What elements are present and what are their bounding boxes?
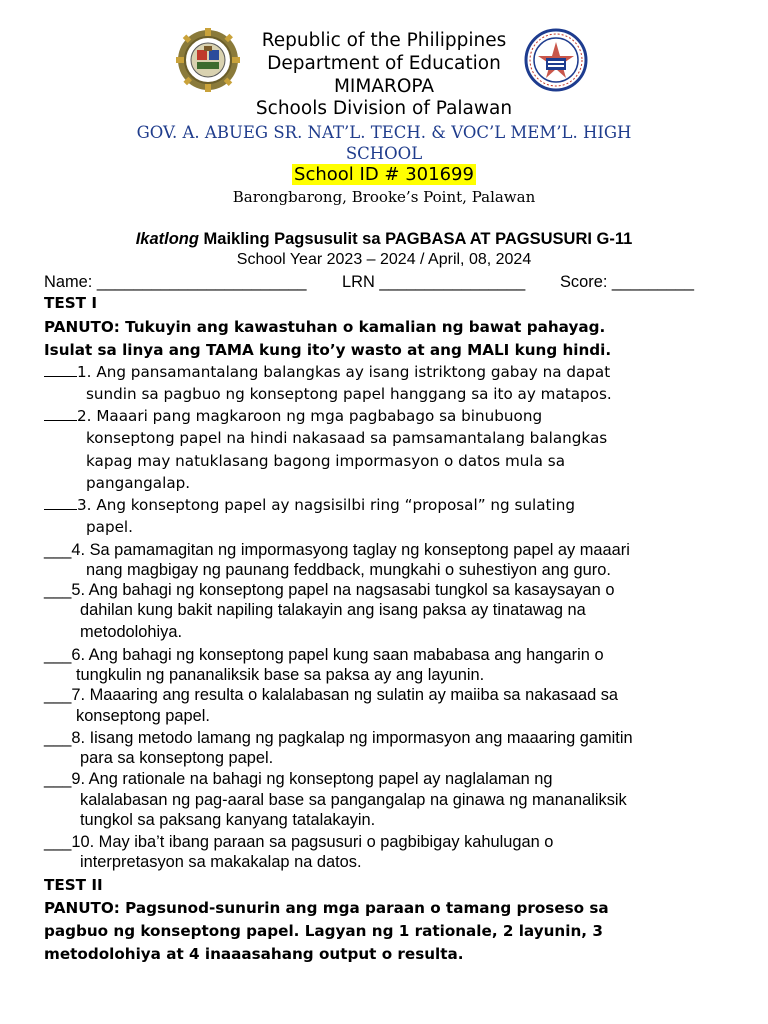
name-field-label: Name: _______________________ <box>44 273 307 291</box>
test1-item-7-cont: konseptong papel. <box>76 707 210 725</box>
test1-item-4: ___4. Sa pamamagitan ng impormasyong taglay ng konseptong papel ay maaari <box>44 541 630 559</box>
test1-item-9-cont: tungkol sa paksang kanyang tatalakayin. <box>80 811 376 829</box>
test1-panuto-line2: Isulat sa linya ang TAMA kung ito’y wasto at ang MALI kung hindi. <box>44 341 612 359</box>
test2-panuto-line3: metodolohiya at 4 inaaasahang output o resulta. <box>44 945 464 963</box>
test1-item-7: ___7. Maaaring ang resulta o kalalabasan ng sulatin ay maiiba sa nakasaad sa <box>44 686 619 704</box>
test1-item-8-cont: para sa konseptong papel. <box>80 749 274 767</box>
school-name-line2: SCHOOL <box>345 144 423 163</box>
exam-title <box>0 229 768 249</box>
answer-blank <box>44 376 77 377</box>
item-text: 1. Ang pansamantalang balangkas ay isang istriktong gabay na dapat <box>77 363 611 381</box>
test2-panuto-line1: PANUTO: Pagsunod-sunurin ang mga paraan o tamang proseso sa <box>44 899 609 917</box>
test1-item-2-cont: pangangalap. <box>86 474 191 492</box>
school-year: School Year 2023 – 2024 / April, 08, 2024 <box>236 251 532 268</box>
item-text: 3. Ang konseptong papel ay nagsisilbi ring “proposal” ng sulating <box>77 496 575 514</box>
lrn-field-label: LRN ________________ <box>342 273 526 291</box>
header-department: Department of Education <box>267 53 501 74</box>
exam-title-italic: Ikatlong <box>135 230 199 248</box>
header-division: Schools Division of Palawan <box>255 98 513 119</box>
test1-item-5: ___5. Ang bahagi ng konseptong papel na nagsasabi tungkol sa kasaysayan o <box>44 581 615 599</box>
school-id-text: School ID # 301699 <box>294 164 474 185</box>
test1-item-5-cont: metodolohiya. <box>80 623 183 641</box>
test1-panuto-line1: PANUTO: Tukuyin ang kawastuhan o kamalian ng bawat pahayag. <box>44 318 606 336</box>
exam-title-rest: Maikling Pagsusulit sa PAGBASA AT PAGSUSURI G-11 <box>198 230 633 248</box>
test1-item-3 <box>44 494 575 516</box>
test1-item-2-cont: konseptong papel na hindi nakasaad sa pamsamantalang balangkas <box>86 429 608 447</box>
test1-item-2 <box>44 405 542 427</box>
test1-item-10-cont: interpretasyon sa makakalap na datos. <box>80 853 362 871</box>
test1-heading: TEST I <box>44 294 97 312</box>
test1-item-1-cont: sundin sa pagbuo ng konseptong papel hanggang sa ito ay matapos. <box>86 385 612 403</box>
school-id <box>0 164 768 186</box>
test1-item-2-cont: kapag may natuklasang bagong impormasyon o datos mula sa <box>86 452 566 470</box>
test1-item-10: ___10. May iba’t ibang paraan sa pagsusuri o pagbibigay kahulugan o <box>44 833 554 851</box>
test1-item-1 <box>44 361 610 383</box>
test2-heading: TEST II <box>44 876 103 894</box>
test1-item-3-cont: papel. <box>86 518 133 536</box>
test1-item-9: ___9. Ang rationale na bahagi ng konseptong papel ay naglalaman ng <box>44 770 553 788</box>
answer-blank <box>44 509 77 510</box>
test1-item-9-cont: kalalabasan ng pag-aaral base sa pangangalap na ginawa ng mananaliksik <box>80 791 627 809</box>
header-republic: Republic of the Philippines <box>261 30 507 51</box>
school-name-line1: GOV. A. ABUEG SR. NAT’L. TECH. & VOC’L MEM’L. HIGH <box>136 123 632 142</box>
item-text: 2. Maaari pang magkaroon ng mga pagbabago sa binubuong <box>77 407 543 425</box>
score-field-label: Score: _________ <box>560 273 694 291</box>
test1-item-5-cont: dahilan kung bakit napiling talakayin ang isang paksa ay tinatawag na <box>80 601 586 619</box>
school-address: Barongbarong, Brooke’s Point, Palawan <box>232 188 536 206</box>
answer-blank <box>44 420 77 421</box>
test1-item-6: ___6. Ang bahagi ng konseptong papel kung saan mababasa ang hangarin o <box>44 646 604 664</box>
test1-item-4-cont: nang magbigay ng paunang feddback, mungkahi o suhestiyon ang guro. <box>86 561 611 579</box>
test1-item-6-cont: tungkulin ng pananaliksik base sa paksa ay ang layunin. <box>76 666 485 684</box>
test2-panuto-line2: pagbuo ng konseptong papel. Lagyan ng 1 rationale, 2 layunin, 3 <box>44 922 603 940</box>
test1-item-8: ___8. Iisang metodo lamang ng pagkalap ng impormasyon ang maaaring gamitin <box>44 729 633 747</box>
header-region: MIMAROPA <box>333 76 435 97</box>
